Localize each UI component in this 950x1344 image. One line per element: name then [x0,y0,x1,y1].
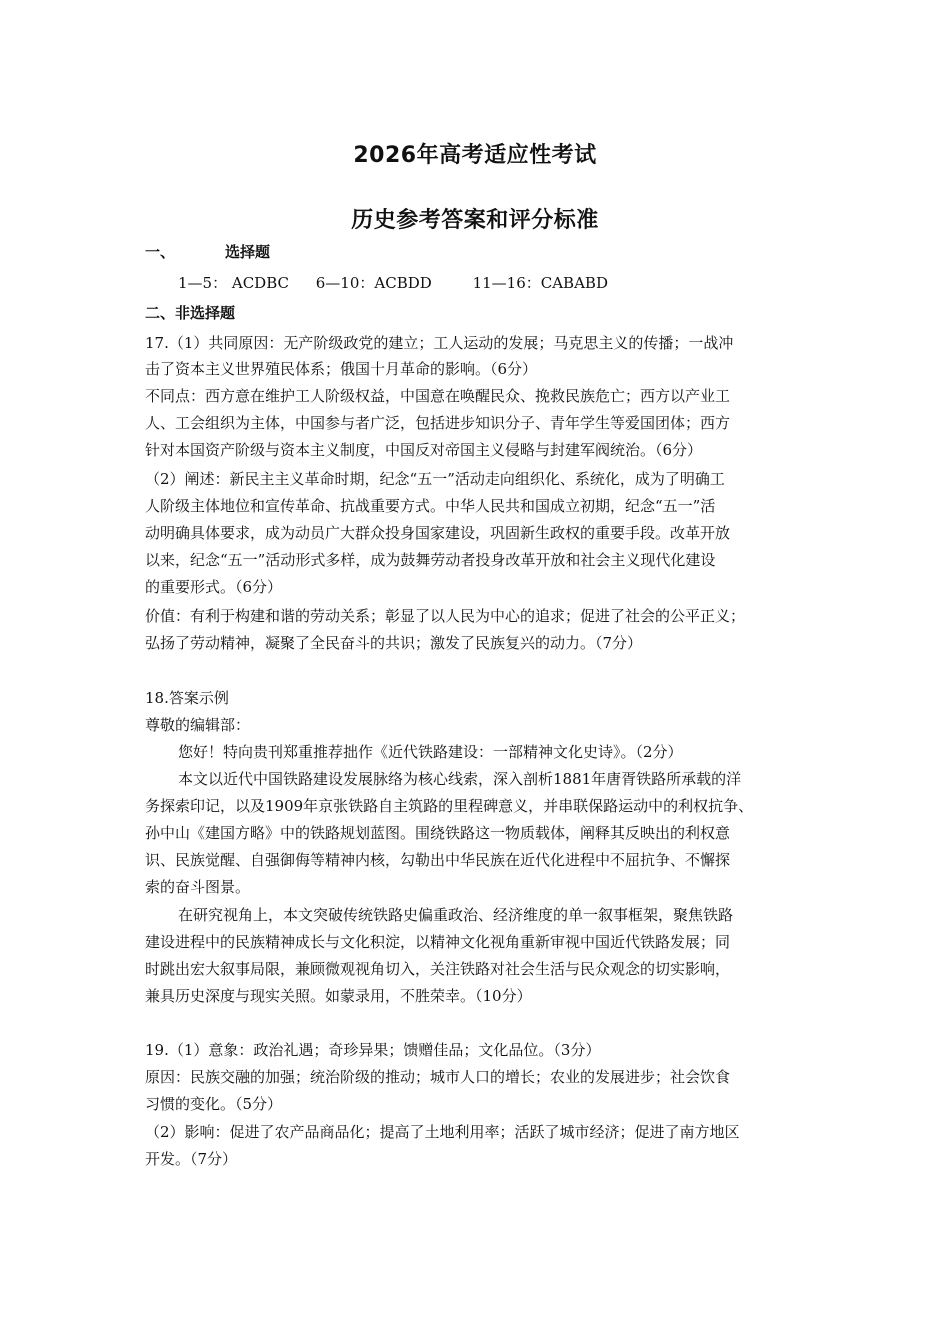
q18-line: 务探索印记，以及1909年京张铁路自主筑路的里程碑意义，并串联保路运动中的利权抗争、 [145,797,754,815]
section-1-heading [145,243,270,261]
q18-line: 索的奋斗图景。 [145,878,251,896]
q18-line: 兼具历史深度与现实关照。如蒙录用，不胜荣幸。（10分） [145,987,532,1005]
q18-line: 识、民族觉醒、自强御侮等精神内核，勾勒出中华民族在近代化进程中不屈抗争、不懈探 [145,851,731,869]
section-1-label: 选择题 [225,243,271,261]
mc-answers [178,274,608,292]
q19-line: 原因：民族交融的加强；统治阶级的推动；城市人口的增长；农业的发展进步；社会饮食 [145,1068,731,1086]
q17-line: 的重要形式。（6分） [145,578,283,596]
q18-line: 本文以近代中国铁路建设发展脉络为核心线索，深入剖析1881年唐胥铁路所承载的洋 [178,770,742,788]
q18-line: 尊敬的编辑部： [145,716,251,734]
q19-line: （2）影响：促进了农产品商品化；提高了土地利用率；活跃了城市经济；促进了南方地区 [145,1123,740,1141]
q18-line: 在研究视角上，本文突破传统铁路史偏重政治、经济维度的单一叙事框架，聚焦铁路 [178,906,734,924]
document-subtitle: 历史参考答案和评分标准 [351,208,599,233]
mc-answers-6-10: 6—10：ACBDD [315,274,432,292]
q18-line: 孙中山《建国方略》中的铁路规划蓝图。围绕铁路这一物质载体，阐释其反映出的利权意 [145,824,731,842]
section-2-heading: 二、非选择题 [145,304,236,322]
q17-line: 针对本国资产阶级与资本主义制度，中国反对帝国主义侵略与封建军阀统治。（6分） [145,441,703,459]
q18-line: 建设进程中的民族精神成长与文化积淀，以精神文化视角重新审视中国近代铁路发展；同 [145,933,731,951]
q19-line: 开发。（7分） [145,1150,238,1168]
q17-line: 不同点：西方意在维护工人阶级权益，中国意在唤醒民众、挽救民族危亡；西方以产业工 [145,387,731,405]
q17-line: 人阶级主体地位和宣传革命、抗战重要方式。中华人民共和国成立初期，纪念“五一”活 [145,497,716,515]
q17-line: 以来，纪念“五一”活动形式多样，成为鼓舞劳动者投身改革开放和社会主义现代化建设 [145,551,716,569]
q18-line: 时跳出宏大叙事局限，兼顾微观视角切入，关注铁路对社会生活与民众观念的切实影响， [145,960,731,978]
q19-line: 习惯的变化。（5分） [145,1095,283,1113]
q17-line: 击了资本主义世界殖民体系；俄国十月革命的影响。（6分） [145,360,538,378]
q18-line: 您好！特向贵刊郑重推荐拙作《近代铁路建设：一部精神文化史诗》。（2分） [178,743,683,761]
q17-line: 弘扬了劳动精神，凝聚了全民奋斗的共识；激发了民族复兴的动力。（7分） [145,634,643,652]
document-title: 2026年高考适应性考试 [353,143,597,168]
q17-line: 价值：有利于构建和谐的劳动关系；彰显了以人民为中心的追求；促进了社会的公平正义； [145,607,746,625]
mc-answers-1-5: 1—5： ACDBC [178,274,289,292]
mc-answers-11-16: 11—16：CABABD [472,274,608,292]
section-1-number: 一、 [145,243,176,261]
q18-line: 18.答案示例 [145,689,229,707]
q19-line: 19.（1）意象：政治礼遇；奇珍异果；馈赠佳品；文化品位。（3分） [145,1041,601,1059]
q17-line: 17.（1）共同原因：无产阶级政党的建立；工人运动的发展；马克思主义的传播；一战冲 [145,334,734,352]
q17-line: 人、工会组织为主体，中国参与者广泛，包括进步知识分子、青年学生等爱国团体；西方 [145,414,731,432]
q17-line: （2）阐述：新民主主义革命时期，纪念“五一”活动走向组织化、系统化，成为了明确工 [145,470,725,488]
q17-line: 动明确具体要求，成为动员广大群众投身国家建设，巩固新生政权的重要手段。改革开放 [145,524,731,542]
